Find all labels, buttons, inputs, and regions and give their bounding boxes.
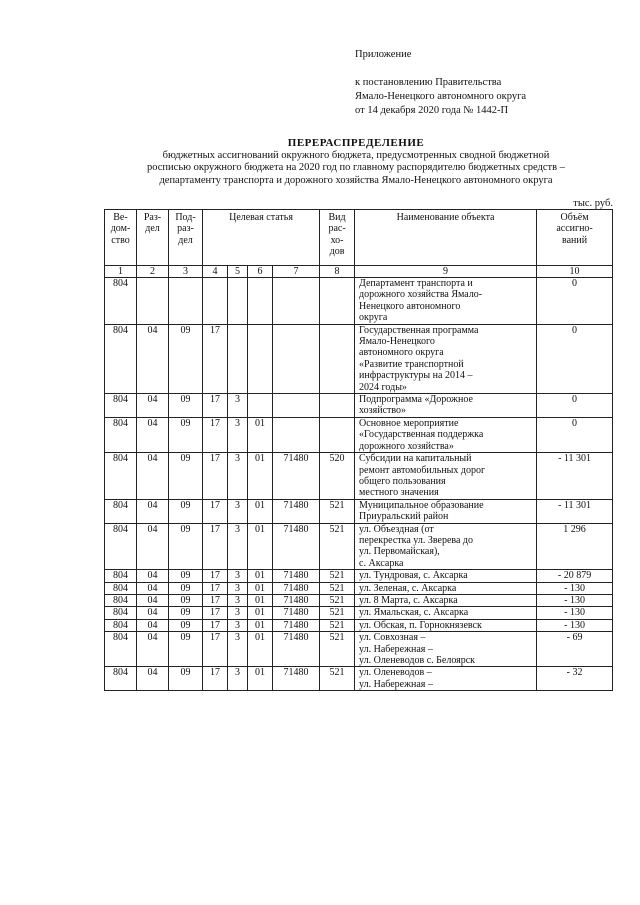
object-name-line: автономного округа <box>359 347 444 359</box>
cell-target-1: 17 <box>203 582 228 594</box>
cell-vedomstvo: 804 <box>105 453 137 500</box>
cell-target-2: 3 <box>228 594 248 606</box>
object-name-line: ул. 8 Марта, с. Аксарка <box>359 594 458 606</box>
table-row <box>105 594 613 606</box>
cell-target-3: 01 <box>248 453 273 500</box>
object-name-line: дорожного хозяйства» <box>359 440 454 452</box>
header-vid-rashodov-line: дов <box>329 246 345 258</box>
cell-vid-rashodov <box>320 417 355 452</box>
cell-target-4: 71480 <box>273 594 320 606</box>
cell-podrazdel: 09 <box>169 667 203 691</box>
cell-target-4 <box>273 278 320 325</box>
cell-target-1: 17 <box>203 594 228 606</box>
cell-target-1: 17 <box>203 570 228 582</box>
cell-amount: - 32 <box>537 667 613 691</box>
table-row <box>105 499 613 523</box>
cell-target-3: 01 <box>248 667 273 691</box>
cell-amount: - 130 <box>537 594 613 606</box>
object-name-line: ул. Первомайская), <box>359 546 440 558</box>
cell-target-2 <box>228 324 248 393</box>
column-number-row <box>105 266 613 278</box>
cell-target-1: 17 <box>203 619 228 631</box>
header-amount <box>537 210 613 266</box>
cell-target-2: 3 <box>228 499 248 523</box>
appendix-block <box>355 48 526 118</box>
object-name-line: Ненецкого автономного <box>359 300 461 312</box>
cell-vid-rashodov: 521 <box>320 570 355 582</box>
header-vedomstvo <box>105 210 137 266</box>
cell-razdel: 04 <box>137 324 169 393</box>
cell-vedomstvo: 804 <box>105 394 137 418</box>
cell-vid-rashodov: 520 <box>320 453 355 500</box>
cell-target-3: 01 <box>248 619 273 631</box>
cell-amount: 0 <box>537 324 613 393</box>
object-name-line: Муниципальное образование <box>359 499 484 511</box>
table-row <box>105 570 613 582</box>
header-amount-line: Объём <box>560 212 589 223</box>
cell-podrazdel: 09 <box>169 619 203 631</box>
header-razdel-line: дел <box>145 223 160 235</box>
object-name-line: Субсидии на капитальный <box>359 453 472 465</box>
table-row <box>105 417 613 452</box>
cell-object-name <box>355 523 537 570</box>
cell-razdel: 04 <box>137 619 169 631</box>
cell-vid-rashodov: 521 <box>320 499 355 523</box>
object-name-line: 2024 годы» <box>359 381 407 393</box>
cell-target-1: 17 <box>203 394 228 418</box>
header-razdel <box>137 210 169 266</box>
cell-target-2 <box>228 278 248 325</box>
table-row <box>105 632 613 667</box>
cell-object-name <box>355 632 537 667</box>
object-name-line: ул. Оленеводов с. Белоярск <box>359 655 476 666</box>
units-label: тыс. руб. <box>573 198 613 209</box>
cell-target-4 <box>273 417 320 452</box>
cell-target-4 <box>273 394 320 418</box>
cell-target-3: 01 <box>248 499 273 523</box>
cell-target-4: 71480 <box>273 499 320 523</box>
title-heading: ПЕРЕРАСПРЕДЕЛЕНИЕ <box>287 137 425 149</box>
cell-podrazdel: 09 <box>169 607 203 619</box>
cell-target-4: 71480 <box>273 523 320 570</box>
cell-target-2: 3 <box>228 417 248 452</box>
cell-razdel: 04 <box>137 632 169 667</box>
cell-target-2: 3 <box>228 619 248 631</box>
cell-target-2: 3 <box>228 523 248 570</box>
cell-podrazdel: 09 <box>169 632 203 667</box>
appendix-label: Приложение <box>355 49 412 60</box>
cell-object-name <box>355 324 537 393</box>
cell-object-name <box>355 453 537 500</box>
cell-amount: - 11 301 <box>537 453 613 500</box>
cell-target-2: 3 <box>228 582 248 594</box>
cell-target-4: 71480 <box>273 453 320 500</box>
cell-amount: - 130 <box>537 607 613 619</box>
cell-razdel: 04 <box>137 523 169 570</box>
object-name-line: с. Аксарка <box>359 557 404 569</box>
object-name-line: ул. Набережная – <box>359 643 433 655</box>
object-name-line: местного значения <box>359 487 439 499</box>
table-body <box>105 278 613 691</box>
cell-amount: 0 <box>537 278 613 325</box>
title-line-3: департаменту транспорта и дорожного хозяйства Ямало-Ненецкого автономного округа <box>159 174 553 186</box>
cell-podrazdel: 09 <box>169 417 203 452</box>
cell-podrazdel <box>169 278 203 325</box>
cell-amount: 1 296 <box>537 523 613 570</box>
cell-target-4: 71480 <box>273 667 320 691</box>
cell-vid-rashodov: 521 <box>320 594 355 606</box>
cell-amount: - 20 879 <box>537 570 613 582</box>
cell-vid-rashodov: 521 <box>320 667 355 691</box>
cell-razdel: 04 <box>137 570 169 582</box>
cell-amount: - 130 <box>537 582 613 594</box>
object-name-line: ул. Оленеводов – <box>359 667 432 679</box>
object-name-line: «Государственная поддержка <box>359 429 484 441</box>
cell-target-1: 17 <box>203 607 228 619</box>
cell-target-3: 01 <box>248 632 273 667</box>
cell-target-3: 01 <box>248 417 273 452</box>
object-name-line: дорожного хозяйства Ямало- <box>359 289 483 301</box>
cell-podrazdel: 09 <box>169 594 203 606</box>
header-vedomstvo-line: Ве- <box>113 212 128 223</box>
cell-object-name <box>355 582 537 594</box>
table-header-row <box>105 210 613 266</box>
object-name-line: ул. Набережная – <box>359 678 433 690</box>
cell-razdel: 04 <box>137 667 169 691</box>
cell-podrazdel: 09 <box>169 523 203 570</box>
cell-vedomstvo: 804 <box>105 417 137 452</box>
cell-podrazdel: 09 <box>169 394 203 418</box>
table-row <box>105 619 613 631</box>
cell-object-name <box>355 278 537 325</box>
cell-vedomstvo: 804 <box>105 499 137 523</box>
cell-vid-rashodov: 521 <box>320 523 355 570</box>
cell-target-2: 3 <box>228 570 248 582</box>
document-title <box>96 137 616 187</box>
cell-target-3: 01 <box>248 594 273 606</box>
cell-target-2: 3 <box>228 394 248 418</box>
cell-target-3: 01 <box>248 570 273 582</box>
cell-object-name <box>355 594 537 606</box>
column-number: 9 <box>355 266 537 278</box>
object-name-line: Основное мероприятие <box>359 417 459 429</box>
table-row <box>105 607 613 619</box>
column-number: 5 <box>228 266 248 278</box>
cell-target-2: 3 <box>228 632 248 667</box>
header-vedomstvo-line: дом- <box>110 223 131 235</box>
object-name-line: хозяйство» <box>359 405 407 417</box>
cell-podrazdel: 09 <box>169 453 203 500</box>
header-vid-rashodov-line: хо- <box>330 234 344 246</box>
cell-object-name <box>355 607 537 619</box>
table-row <box>105 523 613 570</box>
object-name-line: Государственная программа <box>359 324 479 336</box>
object-name-line: ул. Ямальская, с. Аксарка <box>359 607 469 619</box>
cell-razdel: 04 <box>137 594 169 606</box>
cell-vedomstvo: 804 <box>105 632 137 667</box>
cell-amount: - 69 <box>537 632 613 667</box>
cell-vedomstvo: 804 <box>105 607 137 619</box>
header-amount-line: ваний <box>562 234 588 246</box>
appendix-line-3: от 14 декабря 2020 года № 1442-П <box>355 105 509 116</box>
object-name-line: ул. Совхозная – <box>359 632 426 644</box>
object-name-line: округа <box>359 312 388 324</box>
object-name-line: ремонт автомобильных дорог <box>359 464 486 476</box>
object-name-line: Подпрограмма «Дорожное <box>359 394 473 406</box>
cell-object-name <box>355 499 537 523</box>
cell-target-1: 17 <box>203 523 228 570</box>
cell-target-2: 3 <box>228 453 248 500</box>
cell-vedomstvo: 804 <box>105 570 137 582</box>
cell-vid-rashodov: 521 <box>320 607 355 619</box>
cell-razdel: 04 <box>137 499 169 523</box>
cell-target-2: 3 <box>228 667 248 691</box>
cell-target-3 <box>248 394 273 418</box>
cell-vedomstvo: 804 <box>105 594 137 606</box>
cell-vid-rashodov <box>320 278 355 325</box>
cell-object-name <box>355 667 537 691</box>
cell-vid-rashodov <box>320 324 355 393</box>
cell-amount: - 11 301 <box>537 499 613 523</box>
cell-vedomstvo: 804 <box>105 582 137 594</box>
cell-target-4: 71480 <box>273 582 320 594</box>
cell-target-4: 71480 <box>273 619 320 631</box>
cell-razdel: 04 <box>137 417 169 452</box>
cell-razdel: 04 <box>137 394 169 418</box>
object-name-line: перекрестка ул. Зверева до <box>359 534 473 546</box>
cell-target-3 <box>248 278 273 325</box>
title-line-1: бюджетных ассигнований окружного бюджета, предусмотренных сводной бюджетной <box>162 149 550 161</box>
object-name-line: Департамент транспорта и <box>359 278 473 289</box>
cell-target-1: 17 <box>203 453 228 500</box>
cell-vid-rashodov: 521 <box>320 582 355 594</box>
header-podrazdel-line: Под- <box>175 212 196 223</box>
header-podrazdel-line: раз- <box>177 223 194 235</box>
cell-podrazdel: 09 <box>169 324 203 393</box>
header-vid-rashodov-line: рас- <box>328 223 346 235</box>
column-number: 3 <box>169 266 203 278</box>
cell-podrazdel: 09 <box>169 570 203 582</box>
object-name-line: ул. Объездная (от <box>359 523 434 535</box>
cell-razdel: 04 <box>137 582 169 594</box>
object-name-line: Ямало-Ненецкого <box>359 336 435 348</box>
cell-target-1: 17 <box>203 667 228 691</box>
header-podrazdel <box>169 210 203 266</box>
cell-object-name <box>355 394 537 418</box>
column-number: 10 <box>537 266 613 278</box>
cell-object-name <box>355 619 537 631</box>
cell-amount: 0 <box>537 417 613 452</box>
cell-vedomstvo: 804 <box>105 324 137 393</box>
object-name-line: ул. Обская, п. Горнокнязевск <box>359 619 482 631</box>
cell-razdel <box>137 278 169 325</box>
column-number: 7 <box>273 266 320 278</box>
title-line-2: росписью окружного бюджета на 2020 год по главному распорядителю бюджетных средств – <box>147 162 565 173</box>
object-name-line: общего пользования <box>359 475 446 487</box>
cell-object-name <box>355 417 537 452</box>
cell-podrazdel: 09 <box>169 499 203 523</box>
column-number: 4 <box>203 266 228 278</box>
column-number: 2 <box>137 266 169 278</box>
cell-target-4: 71480 <box>273 607 320 619</box>
cell-target-1: 17 <box>203 499 228 523</box>
cell-target-3: 01 <box>248 582 273 594</box>
cell-target-4 <box>273 324 320 393</box>
header-vid-rashodov <box>320 210 355 266</box>
object-name-line: ул. Тундровая, с. Аксарка <box>359 570 468 582</box>
table-row <box>105 324 613 393</box>
column-number: 8 <box>320 266 355 278</box>
cell-object-name <box>355 570 537 582</box>
table-row <box>105 278 613 325</box>
header-podrazdel-line: дел <box>178 234 193 246</box>
header-razdel-line: Раз- <box>143 212 162 223</box>
cell-vedomstvo: 804 <box>105 667 137 691</box>
cell-target-3: 01 <box>248 607 273 619</box>
object-name-line: Приуральский район <box>359 511 449 523</box>
column-number: 6 <box>248 266 273 278</box>
cell-target-2: 3 <box>228 607 248 619</box>
object-name-line: «Развитие транспортной <box>359 358 464 370</box>
allocation-table <box>104 209 613 691</box>
cell-target-1: 17 <box>203 417 228 452</box>
header-vid-rashodov-line: Вид <box>328 212 346 223</box>
cell-target-4: 71480 <box>273 632 320 667</box>
cell-amount: 0 <box>537 394 613 418</box>
header-celevaya-statya: Целевая статья <box>203 210 320 266</box>
cell-razdel: 04 <box>137 607 169 619</box>
cell-vedomstvo: 804 <box>105 278 137 325</box>
table-row <box>105 453 613 500</box>
column-number: 1 <box>105 266 137 278</box>
appendix-line-2: Ямало-Ненецкого автономного округа <box>355 91 527 102</box>
object-name-line: инфраструктуры на 2014 – <box>359 370 473 382</box>
cell-podrazdel: 09 <box>169 582 203 594</box>
table-row <box>105 394 613 418</box>
cell-target-1 <box>203 278 228 325</box>
cell-target-3 <box>248 324 273 393</box>
cell-target-3: 01 <box>248 523 273 570</box>
cell-target-4: 71480 <box>273 570 320 582</box>
object-name-line: ул. Зеленая, с. Аксарка <box>359 582 457 594</box>
table-row <box>105 667 613 691</box>
cell-vedomstvo: 804 <box>105 619 137 631</box>
cell-target-1: 17 <box>203 324 228 393</box>
appendix-line-1: к постановлению Правительства <box>355 77 502 88</box>
header-amount-line: ассигно- <box>556 223 593 235</box>
cell-vedomstvo: 804 <box>105 523 137 570</box>
cell-target-1: 17 <box>203 632 228 667</box>
header-name: Наименование объекта <box>355 210 537 266</box>
cell-vid-rashodov <box>320 394 355 418</box>
header-vedomstvo-line: ство <box>111 234 130 246</box>
table-row <box>105 582 613 594</box>
cell-razdel: 04 <box>137 453 169 500</box>
cell-amount: - 130 <box>537 619 613 631</box>
cell-vid-rashodov: 521 <box>320 632 355 667</box>
cell-vid-rashodov: 521 <box>320 619 355 631</box>
